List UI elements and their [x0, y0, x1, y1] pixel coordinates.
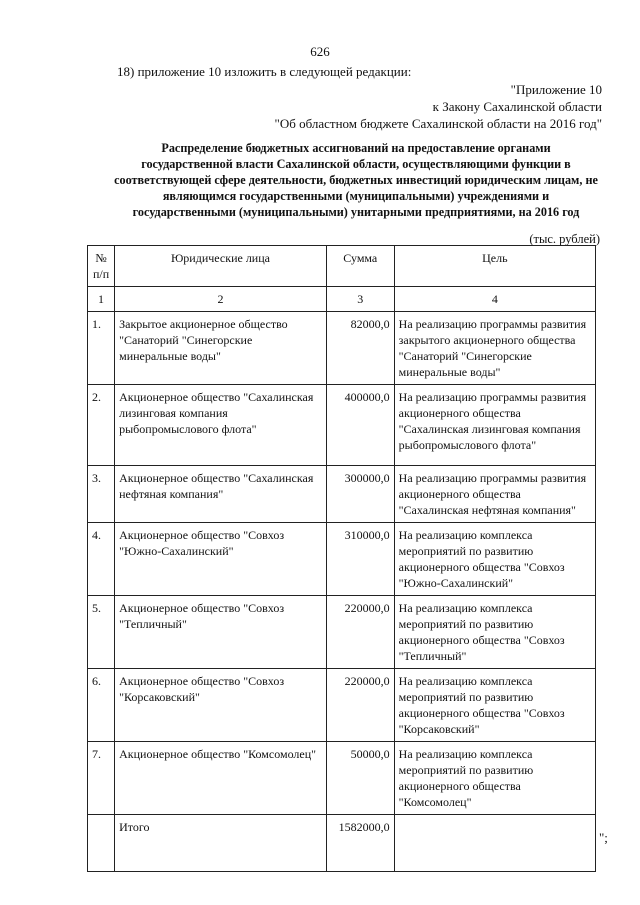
appendix-reference: [275, 81, 602, 132]
header-goal: Цель: [394, 246, 595, 287]
row-name: Акционерное общество "Совхоз "Корсаковский": [115, 669, 327, 742]
row-name: Закрытое акционерное общество "Санаторий "Синегорские минеральные воды": [115, 312, 327, 385]
heading-line-3: соответствующей сфере деятельности, бюджетных инвестиций юридическим лицам, не: [114, 173, 598, 187]
row-goal: На реализацию программы развития акционерного общества "Сахалинская лизинговая компания рыбопромыслового флота": [394, 385, 595, 466]
table-row: [88, 466, 596, 523]
closing-mark: ";: [599, 830, 608, 845]
row-goal: На реализацию комплекса мероприятий по развитию акционерного общества "Комсомолец": [394, 742, 595, 815]
heading-line-4: являющимся государственными (муниципальными) учреждениями и: [162, 189, 550, 203]
header-number-line-2: п/п: [92, 267, 110, 281]
row-goal: На реализацию комплекса мероприятий по развитию акционерного общества "Совхоз "Тепличный": [394, 596, 595, 669]
total-row: [88, 815, 596, 872]
row-name: Акционерное общество "Совхоз "Тепличный": [115, 596, 327, 669]
units-label: (тыс. рублей): [529, 232, 600, 246]
row-number: 3.: [88, 466, 115, 523]
table-row: [88, 596, 596, 669]
document-heading: [108, 140, 604, 220]
row-number: 6.: [88, 669, 115, 742]
row-number: 4.: [88, 523, 115, 596]
column-index-cell: 3: [326, 287, 394, 312]
row-goal: На реализацию комплекса мероприятий по развитию акционерного общества "Совхоз "Корсаковский": [394, 669, 595, 742]
row-goal: На реализацию комплекса мероприятий по развитию акционерного общества "Совхоз "Южно-Сахалинский": [394, 523, 595, 596]
row-goal: На реализацию программы развития акционерного общества "Сахалинская нефтяная компания": [394, 466, 595, 523]
column-index-cell: 1: [88, 287, 115, 312]
row-name: Акционерное общество "Сахалинская нефтяная компания": [115, 466, 327, 523]
intro-text: 18) приложение 10 изложить в следующей редакции:: [117, 64, 412, 79]
row-name: Акционерное общество "Совхоз "Южно-Сахалинский": [115, 523, 327, 596]
header-sum: Сумма: [326, 246, 394, 287]
row-sum: 82000,0: [326, 312, 394, 385]
column-index-cell: 2: [115, 287, 327, 312]
table-row: [88, 523, 596, 596]
table-row: [88, 312, 596, 385]
total-number-cell: [88, 815, 115, 872]
row-number: 2.: [88, 385, 115, 466]
row-sum: 300000,0: [326, 466, 394, 523]
table-row: [88, 669, 596, 742]
heading-line-1: Распределение бюджетных ассигнований на предоставление органами: [161, 141, 551, 155]
total-sum: 1582000,0: [326, 815, 394, 872]
header-number: [88, 246, 115, 287]
row-sum: 220000,0: [326, 669, 394, 742]
table-header-row: [88, 246, 596, 287]
row-number: 1.: [88, 312, 115, 385]
table-row: [88, 385, 596, 466]
header-number-line-1: №: [95, 251, 107, 265]
total-label: Итого: [115, 815, 327, 872]
header-name: Юридические лица: [115, 246, 327, 287]
allocation-table: [87, 245, 596, 872]
row-sum: 50000,0: [326, 742, 394, 815]
row-sum: 310000,0: [326, 523, 394, 596]
page-number: 626: [310, 44, 330, 59]
row-name: Акционерное общество "Комсомолец": [115, 742, 327, 815]
row-sum: 220000,0: [326, 596, 394, 669]
heading-line-5: государственными (муниципальными) унитарными предприятиями, на 2016 год: [132, 205, 580, 219]
table-row: [88, 742, 596, 815]
column-index-cell: 4: [394, 287, 595, 312]
row-sum: 400000,0: [326, 385, 394, 466]
appendix-line-1: "Приложение 10: [510, 82, 602, 97]
row-goal: На реализацию программы развития закрытого акционерного общества "Санаторий "Синегорские минеральные воды": [394, 312, 595, 385]
row-name: Акционерное общество "Сахалинская лизинговая компания рыбопромыслового флота": [115, 385, 327, 466]
appendix-line-2: к Закону Сахалинской области: [432, 99, 602, 114]
row-number: 5.: [88, 596, 115, 669]
appendix-line-3: "Об областном бюджете Сахалинской области на 2016 год": [274, 116, 602, 131]
column-index-row: [88, 287, 596, 312]
row-number: 7.: [88, 742, 115, 815]
heading-line-2: государственной власти Сахалинской области, осуществляющими функции в: [141, 157, 571, 171]
total-goal-cell: [394, 815, 595, 872]
